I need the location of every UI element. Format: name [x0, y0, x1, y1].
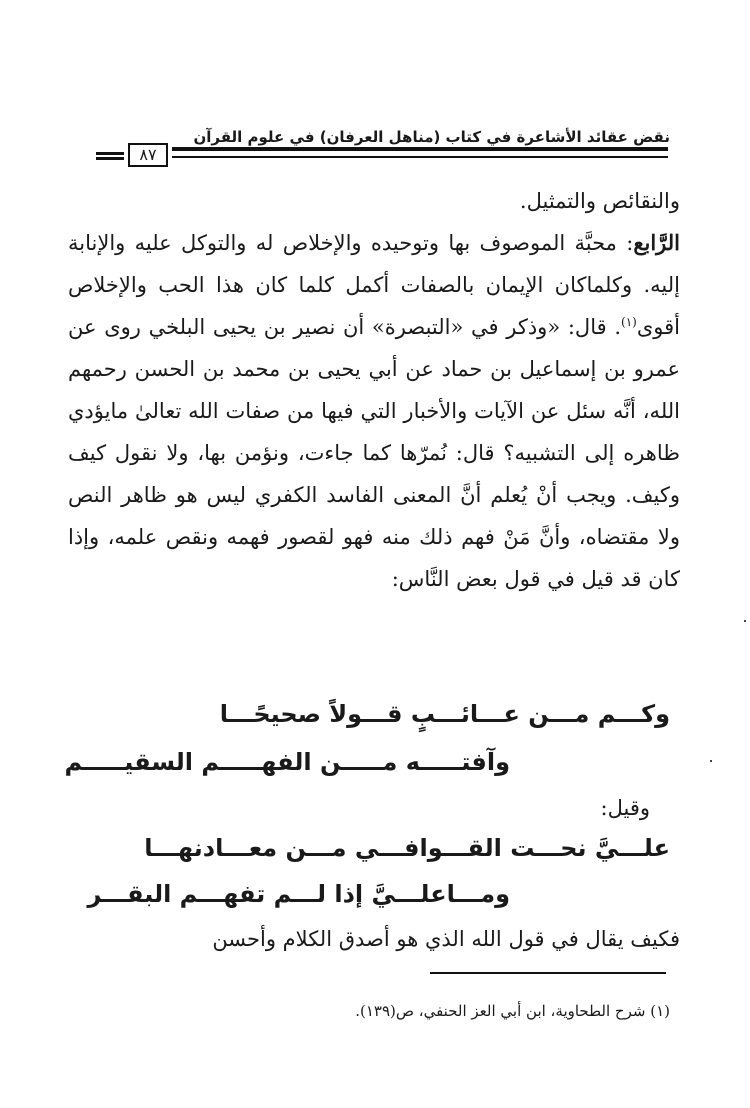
paragraph-2-text: : محبَّة الموصوف بها وتوحيده والإخلاص له والتوكل عليه والإنابة إليه. وكلماكان الإيمان بالصفات أكمل كلما كان هذا الحب والإخلاص أقوى — [68, 231, 680, 339]
scan-speck — [744, 620, 746, 622]
paragraph-1: والنقائص والتمثيل. — [519, 189, 680, 213]
scan-speck — [710, 760, 712, 762]
header-ornament — [96, 152, 124, 162]
verse-line-4: ومـــاعلـــيَّ إذا لـــم تفهـــم البقـــر — [87, 880, 510, 908]
verse-line-3: علـــيَّ نحـــت القـــوافـــي مـــن معـــادنهـــا — [144, 834, 670, 862]
page-number: ٨٧ — [128, 143, 168, 167]
footnote-marker: (١) — [621, 315, 637, 329]
paragraph-2 — [68, 222, 680, 600]
header-rule-thin — [172, 156, 668, 158]
verse-line-1: وكـــم مـــن عـــائـــبٍ قـــولاً صحيحًـــا — [219, 700, 670, 728]
header-rule-thick — [172, 147, 668, 151]
paragraph-keyword: الرَّابع — [633, 230, 680, 255]
footnote-separator — [430, 972, 666, 974]
running-title: نقض عقائد الأشاعرة في كتاب (مناهل العرفان) في علوم القرآن — [193, 128, 670, 146]
paragraph-2-rest: . قال: «وذكر في «التبصرة» أن نصير بن يحيى البلخي روى عن عمرو بن إسماعيل بن حماد عن أبي يحيى بن محمد بن الحسن رحمهم الله، أنَّه سئل عن الآيات والأخبار التي فيها من صفات الله تعالىٰ مايؤدي ظاهره إلى التشبيه؟ قال: نُمرّها كما جاءت، ونؤمن بها، ولا نقول كيف وكيف. ويجب أنْ يُعلم أنَّ المعنى الفاسد الكفري ليس هو ظاهر النص ولا مقتضاه، وأنَّ مَنْ فهم ذلك منه فهو لقصور فهمه ونقص علمه، وإذا كان قد قيل في قول بعض النَّاس: — [68, 315, 680, 591]
main-text — [68, 180, 680, 600]
closing-line: فكيف يقال في قول الله الذي هو أصدق الكلام وأحسن — [212, 927, 680, 951]
verse-intro: وقيل: — [600, 796, 650, 820]
verse-line-2: وآفتـــــه مـــــن الفهـــــم السقيـــــم — [64, 748, 510, 776]
footnote: (١) شرح الطحاوية، ابن أبي العز الحنفي، ص(١٣٩). — [355, 1002, 670, 1020]
